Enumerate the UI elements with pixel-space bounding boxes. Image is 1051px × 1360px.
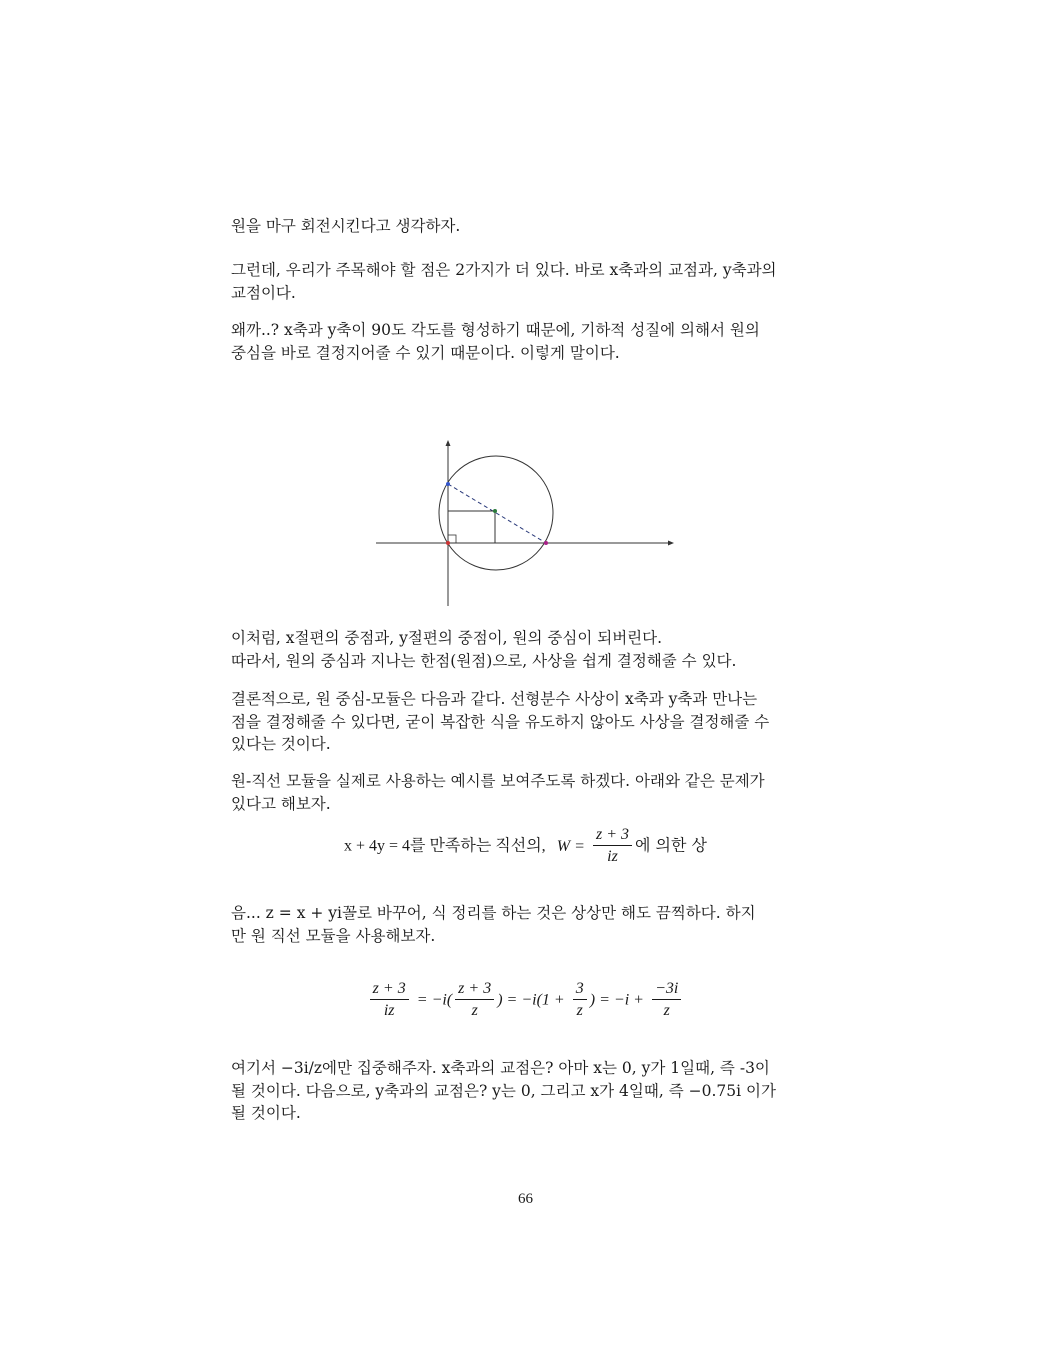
fraction	[652, 980, 681, 1020]
fraction	[370, 980, 409, 1020]
paragraph-1	[231, 215, 823, 238]
text-line: 결론적으로, 원 중심-모듈은 다음과 같다. 선형분수 사상이 x축과 y축과 만나는	[231, 690, 758, 708]
equation-w-label: W =	[556, 837, 585, 855]
fraction	[573, 980, 587, 1020]
paragraph-7	[231, 902, 823, 947]
text-line: 있다는 것이다.	[231, 735, 331, 753]
equation-text: = −i(	[416, 991, 453, 1009]
x-intercept-point	[544, 541, 548, 545]
paragraph-8	[231, 1057, 823, 1125]
y-intercept-point	[446, 482, 450, 486]
origin-point	[446, 541, 450, 545]
x-axis-arrow	[668, 541, 674, 546]
fraction-denominator: iz	[383, 1002, 395, 1019]
fraction-numerator: 3	[573, 980, 587, 1000]
equation-text: 에 의한 상	[635, 835, 708, 855]
text-line: 될 것이다.	[231, 1104, 301, 1122]
fraction-numerator: −3i	[652, 980, 681, 1000]
fraction-numerator: z + 3	[455, 980, 494, 1000]
text-line: 원-직선 모듈을 실제로 사용하는 예시를 보여주도록 하겠다. 아래와 같은 문제가	[231, 772, 765, 790]
equation-text: ) = −i +	[589, 991, 644, 1009]
fraction	[455, 980, 494, 1020]
y-axis-arrow	[446, 440, 451, 446]
equation-text: ) = −i(1 +	[497, 991, 565, 1009]
paragraph-2	[231, 259, 823, 304]
fraction-denominator: z	[471, 1002, 478, 1019]
text-line: 왜까..? x축과 y축이 90도 각도를 형성하기 때문에, 기하적 성질에 의해서 원의	[231, 321, 760, 339]
center-point	[493, 509, 497, 513]
paragraph-3	[231, 319, 823, 364]
paragraph-6	[231, 770, 823, 815]
circle-diagram	[372, 414, 678, 610]
fraction-numerator: z + 3	[593, 826, 632, 846]
equation-derivation	[0, 980, 1051, 1020]
text-line: 교점이다.	[231, 283, 296, 302]
text-line: 점을 결정해줄 수 있다면, 굳이 복잡한 식을 유도하지 않아도 사상을 결정해줄 수	[231, 712, 770, 731]
text-line: 중심을 바로 결정지어줄 수 있기 때문이다. 이렇게 말이다.	[231, 343, 620, 362]
text-line: 원을 마구 회전시킨다고 생각하자.	[231, 217, 461, 235]
diameter-dashed	[448, 484, 546, 543]
fraction-numerator: z + 3	[370, 980, 409, 1000]
fraction-denominator: z	[576, 1002, 583, 1019]
fraction	[593, 826, 632, 866]
text-line: 있다고 해보자.	[231, 794, 331, 813]
text-line: 될 것이다. 다음으로, y축과의 교점은? y는 0, 그리고 x가 4일때, 즉 −0.75i 이가	[231, 1081, 776, 1100]
text-line: 그런데, 우리가 주목해야 할 점은 2가지가 더 있다. 바로 x축과의 교점과, y축과의	[231, 261, 777, 279]
text-line: 여기서 −3i/z에만 집중해주자. x축과의 교점은? 아마 x는 0, y가 1일때, 즉 -3이	[231, 1059, 770, 1077]
page-number: 66	[518, 1191, 533, 1207]
paragraph-4	[231, 627, 823, 672]
equation-text: x + 4y = 4를 만족하는 직선의,	[343, 837, 546, 855]
fraction-denominator: z	[663, 1002, 670, 1019]
text-line: 따라서, 원의 중심과 지나는 한점(원점)으로, 사상을 쉽게 결정해줄 수 있다.	[231, 651, 737, 670]
paragraph-5	[231, 688, 823, 756]
equation-problem	[0, 826, 1051, 866]
text-line: 이처럼, x절편의 중점과, y절편의 중점이, 원의 중심이 되버린다.	[231, 629, 663, 647]
text-line: 음... z = x + yi꼴로 바꾸어, 식 정리를 하는 것은 상상만 해도 끔찍하다. 하지	[231, 904, 756, 922]
center-projection	[448, 511, 495, 543]
fraction-denominator: iz	[607, 848, 618, 865]
text-line: 만 원 직선 모듈을 사용해보자.	[231, 926, 436, 945]
